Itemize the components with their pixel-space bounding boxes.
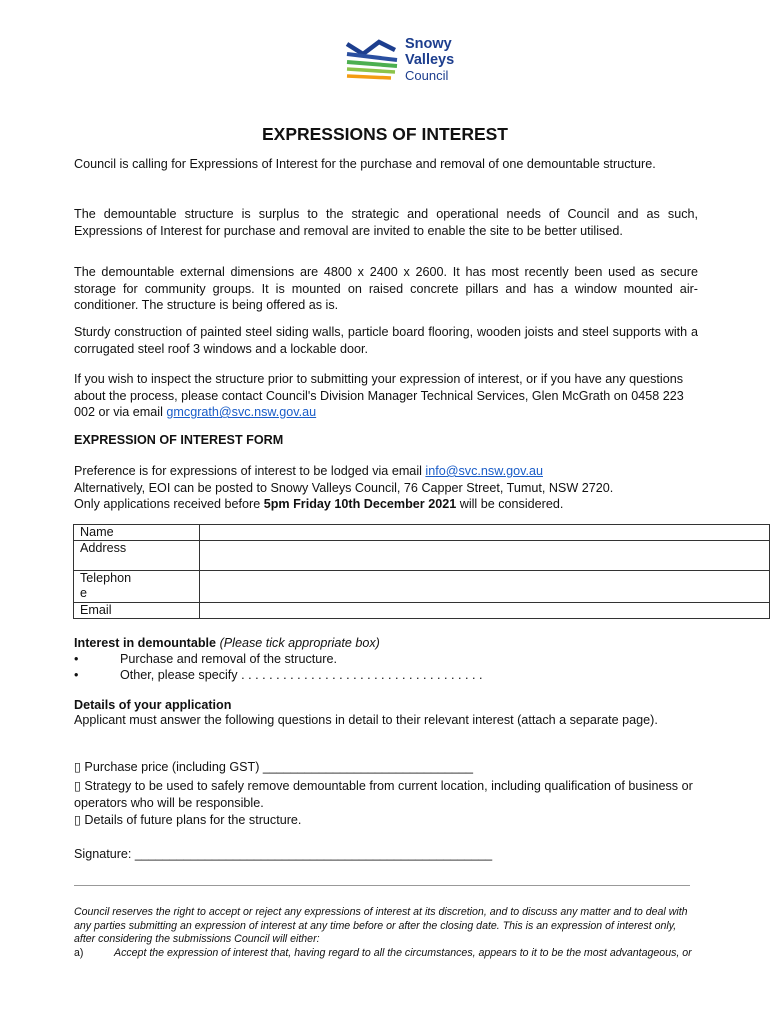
question-future-plans: ▯ Details of future plans for the structure. [74,813,302,827]
name-field[interactable] [200,525,770,541]
logo-chevron-icon [345,36,401,82]
fine-print-text: Council reserves the right to accept or reject any expressions of interest at its discretion, and to discuss any matter and to deal with any parties submitting an expression of interest at any time before or after the closing date. This is an expression of interest only, after considering the submissions Council will either: [74,906,688,945]
address-field[interactable] [200,541,770,571]
telephone-label [74,571,200,603]
signature-line: Signature: ___________________________________________________ [74,847,493,861]
construction-paragraph: Sturdy construction of painted steel siding walls, particle board flooring, wooden joists and steel supports with a corrugated steel roof 3 windows and a lockable door. [74,325,698,356]
deadline-text-a: Only applications received before [74,497,261,511]
contact-email-link[interactable]: gmcgrath@svc.nsw.gov.au [166,405,317,419]
form-heading: EXPRESSION OF INTEREST FORM [74,433,284,447]
interest-note: (Please tick appropriate box) [219,636,380,650]
fine-print [74,906,698,960]
name-label: Name [74,525,200,541]
fine-a-text: Accept the expression of interest that, having regard to all the circumstances, appears to it to be the most advantageous, or [114,946,692,959]
preference-text: Preference is for expressions of interest to be lodged via email [74,464,422,478]
logo-line-1: Snowy [405,36,452,52]
surplus-paragraph: The demountable structure is surplus to the strategic and operational needs of Council and as such, Expressions of Interest for purchase and removal are invited to enable the site to be better utilised. [74,207,698,238]
fine-a-label: a) [74,946,84,959]
applicant-details-table [73,524,770,619]
interest-heading-line [74,635,698,652]
details-heading: Details of your application [74,698,232,712]
deadline-text-c: will be considered. [459,497,564,511]
interest-heading: Interest in demountable [74,636,217,650]
divider [74,885,690,886]
contact-paragraph [74,371,698,421]
page-title: EXPRESSIONS OF INTEREST [261,124,509,144]
option-other[interactable] [74,667,483,683]
contact-text: If you wish to inspect the structure prior to submitting your expression of interest, or if you have any questions about the process, please contact Council's Division Manager Technical Services, Glen McGrath on 0458 223 002 or via email [74,372,684,419]
bullet-icon: • [74,652,79,666]
telephone-label-a: Telephon [80,571,132,585]
postal-text: Alternatively, EOI can be posted to Snowy Valleys Council, 76 Capper Street, Tumut, NSW 2720. [74,480,614,495]
logo-line-2: Valleys [405,52,455,68]
council-logo [345,36,475,86]
preference-paragraph [74,463,698,513]
option-purchase[interactable] [74,651,337,667]
telephone-field[interactable] [200,571,770,603]
telephone-label-b: e [80,586,88,600]
question-price: ▯ Purchase price (including GST) ______________________________ [74,760,474,774]
option-purchase-label: Purchase and removal of the structure. [120,652,338,666]
logo-text [405,36,454,84]
email-label: Email [74,603,200,619]
deadline-date: 5pm Friday 10th December 2021 [263,497,457,511]
option-other-label: Other, please specify . . . . . . . . . . . . . . . . . . . . . . . . . . . . . . . . . . . [120,668,483,682]
details-text: Applicant must answer the following questions in detail to their relevant interest (attach a separate page). [74,713,658,727]
info-email-link[interactable]: info@svc.nsw.gov.au [425,464,543,478]
intro-paragraph: Council is calling for Expressions of Interest for the purchase and removal of one demountable structure. [74,157,656,171]
bullet-icon: • [74,668,79,682]
dimensions-paragraph: The demountable external dimensions are 4800 x 2400 x 2600. It has most recently been used as secure storage for community groups. It is mounted on raised concrete pillars and has a window mounted air-conditioner. The structure is being offered as is. [74,265,698,312]
logo-line-3: Council [405,68,449,83]
question-strategy: ▯ Strategy to be used to safely remove demountable from current location, including qualification of business or operators who will be responsible. [74,779,693,810]
address-label: Address [74,541,200,571]
email-field[interactable] [200,603,770,619]
